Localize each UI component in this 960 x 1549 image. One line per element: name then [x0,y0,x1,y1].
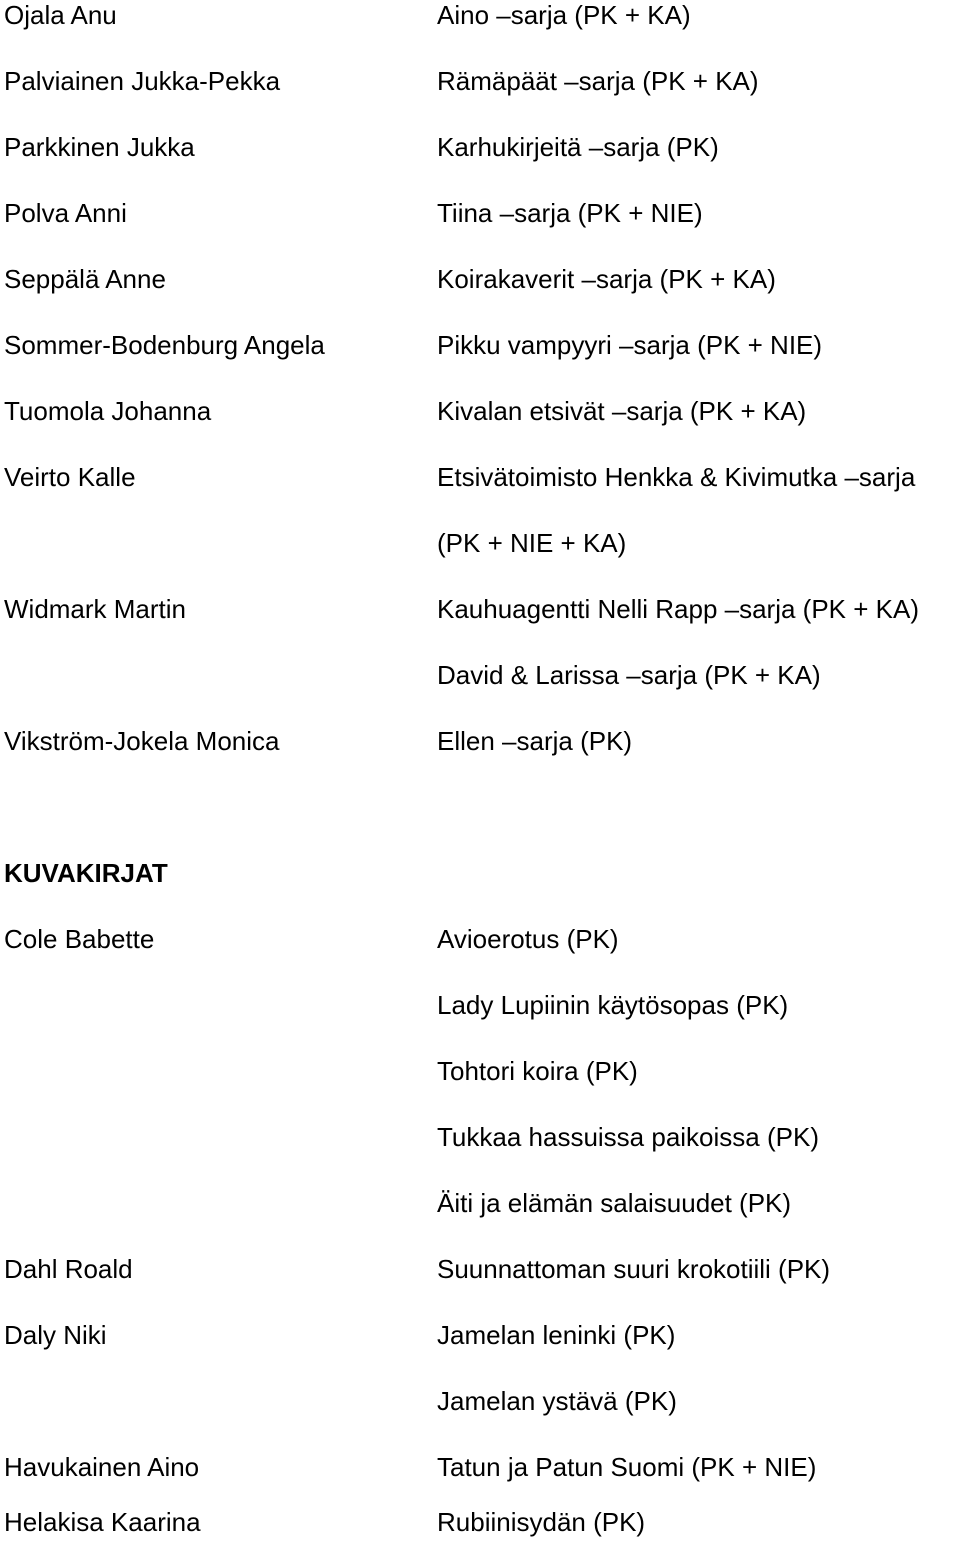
book-title: Pikku vampyyri –sarja (PK + NIE) [437,330,823,360]
author-name: Polva Anni [4,198,127,228]
book-title: Jamelan ystävä (PK) [437,1386,677,1416]
book-title: Jamelan leninki (PK) [437,1320,676,1350]
author-name: Palviainen Jukka-Pekka [4,66,281,96]
author-name: Seppälä Anne [4,264,166,294]
book-title: Tohtori koira (PK) [437,1056,638,1086]
list-item [0,1254,960,1294]
list-item [0,1452,960,1492]
book-title: Kauhuagentti Nelli Rapp –sarja (PK + KA) [437,594,919,624]
book-title: Rubiinisydän (PK) [437,1507,646,1537]
list-item [0,1188,960,1228]
book-title: Ellen –sarja (PK) [437,726,633,756]
author-name: Veirto Kalle [4,462,136,492]
list-item [0,198,960,238]
book-title: Koirakaverit –sarja (PK + KA) [437,264,776,294]
book-title: Avioerotus (PK) [437,924,619,954]
book-title: Aino –sarja (PK + KA) [437,0,691,30]
list-item [0,330,960,370]
author-name: Parkkinen Jukka [4,132,195,162]
book-title: Kivalan etsivät –sarja (PK + KA) [437,396,807,426]
list-item [0,462,960,502]
list-item [0,1386,960,1426]
list-item [0,132,960,172]
author-name: Widmark Martin [4,594,187,624]
author-name: Ojala Anu [4,0,117,30]
author-name: Helakisa Kaarina [4,1507,201,1537]
list-item [0,1320,960,1360]
book-title: Etsivätoimisto Henkka & Kivimutka –sarja [437,462,916,492]
author-name: Vikström-Jokela Monica [4,726,280,756]
book-title: Rämäpäät –sarja (PK + KA) [437,66,759,96]
list-item [0,0,960,40]
list-item [0,264,960,304]
author-name: Daly Niki [4,1320,107,1350]
section-heading-row [0,858,960,898]
author-name: Sommer-Bodenburg Angela [4,330,325,360]
author-name: Cole Babette [4,924,155,954]
book-title: David & Larissa –sarja (PK + KA) [437,660,821,690]
book-title: Suunnattoman suuri krokotiili (PK) [437,1254,831,1284]
list-item [0,594,960,634]
list-item [0,1122,960,1162]
author-name: Havukainen Aino [4,1452,200,1482]
book-title: Äiti ja elämän salaisuudet (PK) [437,1188,792,1218]
list-item [0,66,960,106]
book-title: Tatun ja Patun Suomi (PK + NIE) [437,1452,817,1482]
list-item [0,726,960,766]
book-title: Karhukirjeitä –sarja (PK) [437,132,719,162]
author-name: Dahl Roald [4,1254,133,1284]
book-title: (PK + NIE + KA) [437,528,627,558]
book-title: Tukkaa hassuissa paikoissa (PK) [437,1122,819,1152]
list-item [0,1507,960,1547]
list-item [0,396,960,436]
author-name: Tuomola Johanna [4,396,212,426]
list-item [0,924,960,964]
list-item [0,1056,960,1096]
section-heading: KUVAKIRJAT [4,858,168,888]
book-title: Lady Lupiinin käytösopas (PK) [437,990,789,1020]
list-item [0,528,960,568]
book-title: Tiina –sarja (PK + NIE) [437,198,703,228]
list-item [0,660,960,700]
list-item [0,990,960,1030]
